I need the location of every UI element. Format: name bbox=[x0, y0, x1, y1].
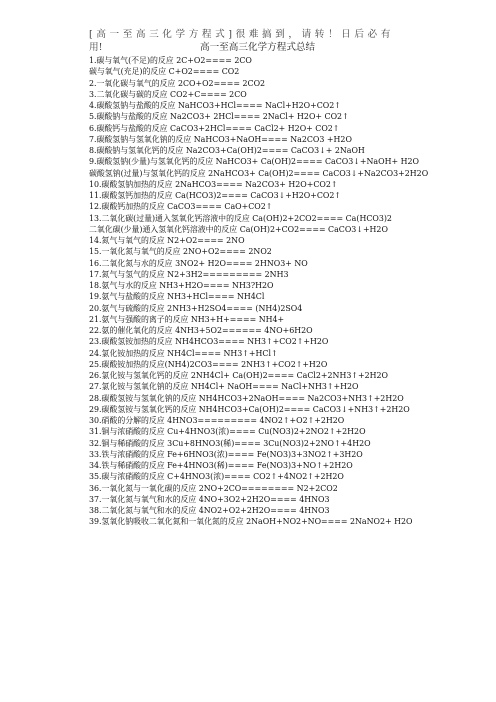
document-title: 高一至高三化学方程式总结 bbox=[200, 42, 316, 53]
equation-line: 1.碳与氧气(不足)的反应 2C+O2==== 2CO bbox=[89, 56, 252, 65]
equation-line: 30.硝酸的分解的反应 4HNO3========= 4NO2↑+O2↑+2H2O bbox=[89, 416, 345, 425]
equation-line: 二氧化碳(少量)通入氢氧化钙溶液中的反应 Ca(OH)2+CO2==== CaCO3↓+H2O bbox=[89, 224, 388, 234]
equation-line: 37.一氧化氮与氧气和水的反应 4NO+3O2+2H2O==== 4HNO3 bbox=[89, 494, 330, 504]
equation-line: 9.碳酸氢钠(少量)与氢氧化钙的反应 NaHCO3+ Ca(OH)2==== CaCO3↓+NaOH+ H2O bbox=[89, 157, 419, 167]
equation-line: 10.碳酸氢钠加热的反应 2NaHCO3==== Na2CO3+ H2O+CO2↑ bbox=[89, 179, 338, 189]
equation-line: 34.铁与稀硝酸的反应 Fe+4HNO3(稀)==== Fe(NO3)3+NO↑+2H2O bbox=[89, 461, 353, 470]
equation-line: 7.碳酸氢钠与氢氧化钠的反应 NaHCO3+NaOH==== Na2CO3 +H2O bbox=[89, 134, 352, 144]
equation-line: 14.氮气与氧气的反应 N2+O2==== 2NO bbox=[89, 236, 245, 245]
header-title-row bbox=[89, 41, 449, 55]
equation-line: 27.氯化铵与氢氧化钠的反应 NH4Cl+ NaOH==== NaCl+NH3↑+H2O bbox=[89, 382, 359, 392]
equation-line: 13.二氧化碳(过量)通入氢氧化钙溶液中的反应 Ca(OH)2+2CO2==== Ca(HCO3)2 bbox=[89, 213, 392, 223]
equation-line: 20.氨气与硫酸的反应 2NH3+H2SO4==== (NH4)2SO4 bbox=[89, 303, 303, 313]
equation-line: 4.碳酸氢钠与盐酸的反应 NaHCO3+HCl==== NaCl+H2O+CO2↑ bbox=[89, 101, 341, 110]
equation-line: 32.铜与稀硝酸的反应 3Cu+8HNO3(稀)==== 3Cu(NO3)2+2NO↑+4H2O bbox=[89, 438, 371, 448]
equation-line: 39.氢氧化钠吸收二氧化氮和一氧化氮的反应 2NaOH+NO2+NO==== 2NaNO2+ H2O bbox=[89, 517, 413, 527]
equation-line: 25.碳酸铵加热的反应(NH4)2CO3==== 2NH3↑+CO2↑+H2O bbox=[89, 359, 328, 369]
equation-line: 6.碳酸钙与盐酸的反应 CaCO3+2HCl==== CaCl2+ H2O+ CO2↑ bbox=[89, 123, 340, 133]
equation-line: 碳与氧气(充足)的反应 C+O2==== CO2 bbox=[89, 67, 240, 77]
equation-line: 21.氨气与强酸的离子的反应 NH3+H+==== NH4+ bbox=[89, 314, 285, 324]
equation-line: 19.氨气与盐酸的反应 NH3+HCl==== NH4Cl bbox=[89, 292, 265, 302]
equation-line: 12.碳酸钙加热的反应 CaCO3==== CaO+CO2↑ bbox=[89, 202, 273, 212]
equation-line: 29.碳酸氢铵与氢氧化钙的反应 NH4HCO3+Ca(OH)2==== CaCO3↓+NH3↑+2H2O bbox=[89, 404, 410, 414]
equation-line: 38.二氧化氮与氧气和水的反应 4NO2+O2+2H2O==== 4HNO3 bbox=[89, 506, 330, 515]
equation-line: 8.碳酸钠与氢氧化钙的反应 Na2CO3+Ca(OH)2==== CaCO3↓+ 2NaOH bbox=[89, 146, 365, 155]
equation-line: 31.铜与浓硝酸的反应 Cu+4HNO3(浓)==== Cu(NO3)2+2NO2↑+2H2O bbox=[89, 427, 366, 437]
equation-line: 33.铁与浓硝酸的反应 Fe+6HNO3(浓)==== Fe(NO3)3+3NO2↑+3H2O bbox=[89, 449, 363, 459]
equation-line: 11.碳酸氢钙加热的反应 Ca(HCO3)2==== CaCO3↓+H2O+CO2↑ bbox=[89, 191, 341, 200]
equation-line: 26.氯化铵与氢氧化钙的反应 2NH4Cl+ Ca(OH)2==== CaCl2+2NH3↑+2H2O bbox=[89, 371, 388, 380]
equation-line: 3.二氧化碳与碳的反应 CO2+C==== 2CO bbox=[89, 89, 247, 99]
equation-line: 5.碳酸钠与盐酸的反应 Na2CO3+ 2HCl==== 2NaCl+ H2O+ CO2↑ bbox=[89, 112, 349, 122]
equation-line: 28.碳酸氢铵与氢氧化钠的反应 NH4HCO3+2NaOH==== Na2CO3+NH3↑+2H2O bbox=[89, 393, 404, 403]
equation-line: 35.碳与浓硝酸的反应 C+4HNO3(浓)==== CO2↑+4NO2↑+2H2O bbox=[89, 472, 344, 482]
equation-line: 17.氮气与氢气的反应 N2+3H2========= 2NH3 bbox=[89, 269, 289, 279]
document-page bbox=[89, 28, 449, 528]
header-banner: [高一至高三化学方程式]很难搞到，请转！日后必有 bbox=[89, 29, 394, 40]
equation-line: 碳酸氢钠(过量)与氢氧化钙的反应 2NaHCO3+ Ca(OH)2==== CaCO3↓+Na2CO3+2H2O bbox=[89, 168, 429, 178]
equation-line: 22.氨的催化氧化的反应 4NH3+5O2====== 4NO+6H2O bbox=[89, 326, 313, 335]
equation-line: 36.一氧化氮与一氧化碳的反应 2NO+2CO======== N2+2CO2 bbox=[89, 483, 338, 493]
equation-line: 2.一氧化碳与氧气的反应 2CO+O2==== 2CO2 bbox=[89, 78, 266, 88]
equation-line: 18.氨气与水的反应 NH3+H2O==== NH3?H2O bbox=[89, 281, 274, 290]
equation-line: 23.碳酸氢铵加热的反应 NH4HCO3==== NH3↑+CO2↑+H2O bbox=[89, 337, 329, 347]
equation-line: 16.二氧化氮与水的反应 3NO2+ H2O==== 2HNO3+ NO bbox=[89, 258, 308, 268]
equation-list bbox=[89, 55, 449, 528]
equation-line: 24.氯化铵加热的反应 NH4Cl==== NH3↑+HCl↑ bbox=[89, 348, 278, 358]
header-banner-end: 用! bbox=[89, 42, 103, 53]
equation-line: 15.一氧化氮与氧气的反应 2NO+O2==== 2NO2 bbox=[89, 247, 272, 257]
